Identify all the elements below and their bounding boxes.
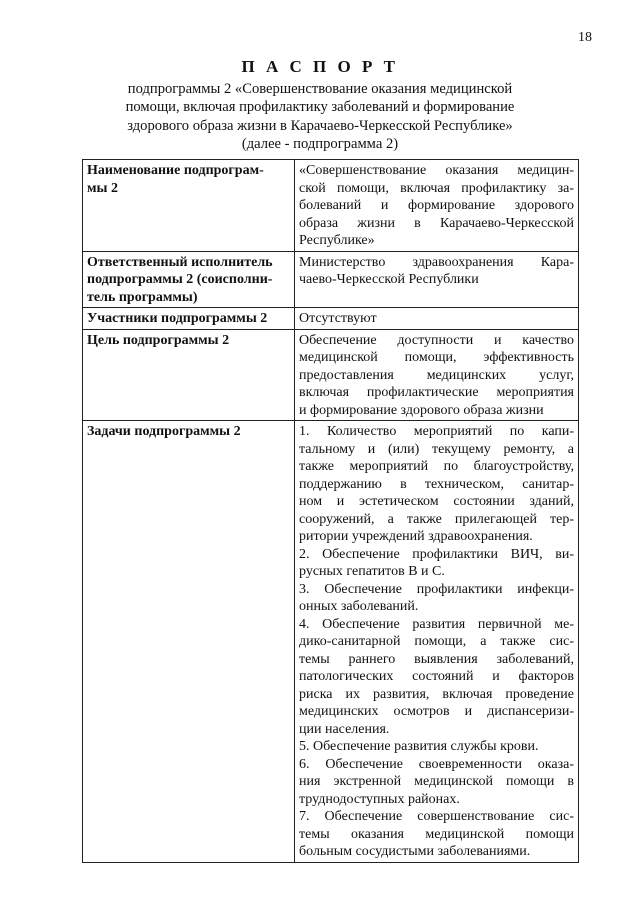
document-title: П А С П О Р Т — [241, 57, 399, 76]
value-line: Республике» — [299, 233, 375, 248]
value-line: медицинской помощи, эффективность — [299, 350, 574, 365]
label-line: Наименование подпрограм- — [87, 163, 264, 178]
subtitle-line: подпрограммы 2 «Совершенствование оказания медицинской — [127, 81, 513, 97]
row-tasks — [83, 421, 579, 863]
label-line: Участники подпрограммы 2 — [87, 311, 268, 326]
row-label — [83, 251, 295, 308]
row-label — [83, 160, 295, 252]
row-label — [83, 329, 295, 421]
label-line: мы 2 — [87, 180, 118, 196]
row-value — [295, 251, 579, 308]
document-subtitle — [100, 80, 540, 153]
value-line: ния экстренной медицинской помощи в — [299, 774, 574, 789]
value-line: поддержанию в техническом, санитар- — [299, 476, 574, 492]
row-subprogram-name — [83, 160, 579, 252]
value-line: ритории учреждений здравоохранения. — [299, 529, 533, 544]
value-line: 1. Количество мероприятий по капи- — [299, 424, 574, 439]
value-line: Отсутствуют — [299, 311, 377, 326]
label-line: подпрограммы 2 (соисполни- — [87, 272, 273, 287]
subtitle-line: здорового образа жизни в Карачаево-Черкесской Республике» — [127, 117, 513, 134]
label-line: Цель подпрограммы 2 — [87, 332, 230, 348]
value-line: труднодоступных районах. — [299, 791, 460, 807]
row-participants — [83, 308, 579, 330]
value-line: Обеспечение доступности и качество — [299, 332, 574, 348]
row-value — [295, 329, 579, 421]
value-line: включая профилактические мероприятия — [299, 385, 574, 400]
value-line: 2. Обеспечение профилактики ВИЧ, ви- — [299, 546, 574, 562]
row-value — [295, 308, 579, 330]
value-line: патологических состояний и факторов — [299, 669, 574, 684]
value-line: образа жизни в Карачаево-Черкесской — [299, 215, 574, 231]
value-line: и формирование здорового образа жизни — [299, 402, 544, 418]
value-line: темы оказания медицинской помощи — [299, 826, 574, 842]
page-number: 18 — [578, 30, 592, 45]
value-line: 6. Обеспечение своевременности оказа- — [299, 756, 574, 772]
value-line: тальному и (или) текущему ремонту, а — [299, 441, 574, 457]
label-line: Ответственный исполнитель — [87, 254, 273, 270]
value-line: «Совершенствование оказания медицин- — [299, 163, 574, 178]
value-line: 5. Обеспечение развития службы крови. — [299, 739, 539, 754]
value-line: онных заболеваний. — [299, 599, 419, 614]
value-line: 4. Обеспечение развития первичной ме- — [299, 616, 574, 632]
value-line: также мероприятий по благоустройству, — [299, 459, 574, 474]
value-line: медицинских осмотров и диспансеризи- — [299, 704, 574, 719]
label-line: Задачи подпрограммы 2 — [87, 424, 241, 439]
label-line: тель программы) — [87, 289, 198, 305]
value-line: 7. Обеспечение совершенствование сис- — [299, 809, 574, 824]
row-goal — [83, 329, 579, 421]
value-line: чаево-Черкесской Республики — [299, 272, 479, 287]
value-line: 3. Обеспечение профилактики инфекци- — [299, 581, 574, 597]
value-line: болеваний и формирование здорового — [299, 198, 574, 213]
value-line: Министерство здравоохранения Кара- — [299, 254, 574, 270]
value-line: ции населения. — [299, 721, 390, 737]
row-value — [295, 421, 579, 863]
value-line: риска их развития, включая проведение — [299, 686, 574, 702]
value-line: предоставления медицинских услуг, — [299, 367, 574, 383]
row-responsible-executor — [83, 251, 579, 308]
value-line: больным сосудистыми заболеваниями. — [299, 844, 531, 859]
value-line: сооружений, а также прилегающей тер- — [299, 511, 574, 527]
value-line: русных гепатитов В и С. — [299, 564, 445, 579]
row-label — [83, 308, 295, 330]
value-line: ном и эстетическом состоянии зданий, — [299, 494, 574, 509]
subtitle-line: (далее - подпрограмма 2) — [241, 135, 399, 152]
row-label — [83, 421, 295, 863]
value-line: ской помощи, включая профилактику за- — [299, 180, 574, 196]
row-value — [295, 160, 579, 252]
value-line: дико-санитарной помощи, а также сис- — [299, 634, 574, 649]
subtitle-line: помощи, включая профилактику заболеваний и формирование — [125, 99, 515, 116]
value-line: темы раннего выявления заболеваний, — [299, 651, 574, 667]
passport-table — [82, 159, 579, 863]
